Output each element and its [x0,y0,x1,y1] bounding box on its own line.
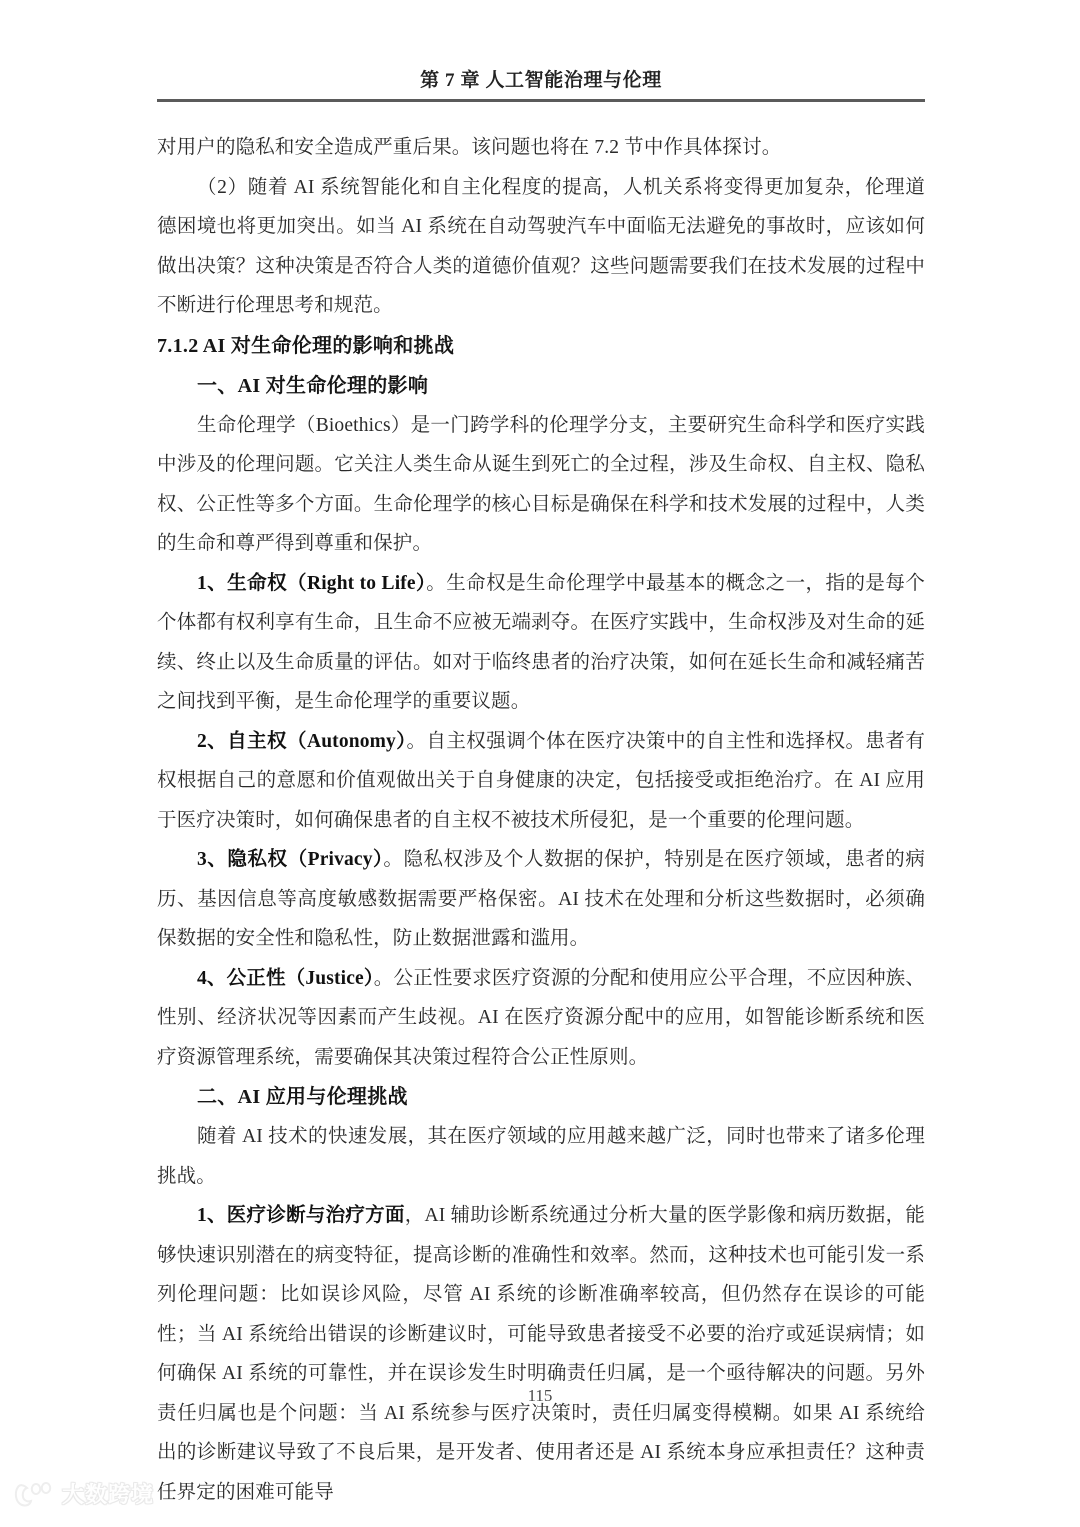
watermark [14,1482,154,1508]
text-autonomy: 。自主权强调个体在医疗决策中的自主性和选择权。患者有权根据自己的意愿和价值观做出关于自身健康的决定，包括接受或拒绝治疗。在 AI 应用于医疗决策时，如何确保患者的自主权不被技术所侵犯，是一个重要的伦理问题。 [157,730,925,831]
body-content [157,128,925,1512]
paragraph-right-to-life [157,564,925,722]
running-head-title: 第 7 章 人工智能治理与伦理 [420,70,662,91]
text-right-to-life: 。生命权是生命伦理学中最基本的概念之一，指的是每个个体都有权利享有生命，且生命不应被无端剥夺。在医疗实践中，生命权涉及对生命的延续、终止以及生命质量的评估。如对于临终患者的治疗决策，如何在延长生命和减轻痛苦之间找到平衡，是生命伦理学的重要议题。 [157,572,925,712]
lead-medical-diagnosis: 1、医疗诊断与治疗方面 [196,1205,405,1226]
paragraph-ai-applications: 随着 AI 技术的快速发展，其在医疗领域的应用越来越广泛，同时也带来了诸多伦理挑战。 [157,1126,925,1187]
text-justice: 。公正性要求医疗资源的分配和使用应公平合理，不应因种族、性别、经济状况等因素而产生歧视。AI 在医疗资源分配中的应用，如智能诊断系统和医疗资源管理系统，需要确保其决策过程符合公正性原则。 [157,967,925,1068]
paragraph-bioethics: 生命伦理学（Bioethics）是一门跨学科的伦理学分支，主要研究生命科学和医疗实践中涉及的伦理问题。它关注人类生命从诞生到死亡的全过程，涉及生命权、自主权、隐私权、公正性等多个方面。生命伦理学的核心目标是确保在科学和技术发展的过程中，人类的生命和尊严得到尊重和保护。 [157,414,925,554]
paragraph-privacy [157,840,925,959]
subheading-one: 一、AI 对生命伦理的影响 [197,374,429,397]
paragraph-autonomy [157,722,925,841]
running-head-block [157,68,925,102]
text-medical-diagnosis: ，AI 辅助诊断系统通过分析大量的医学影像和病历数据，能够快速识别潜在的病变特征，提高诊断的准确性和效率。然而，这种技术也可能引发一系列伦理问题：比如误诊风险，尽管 AI 系统的诊断准确率较高，但仍然存在误诊的可能性；当 AI 系统给出错误的诊断建议时，可能导致患者接受不必要的治疗或延误病情；如何确保 AI 系统的可靠性，并在误诊发生时明确责任归属，是一个亟待解决的问题。另外责任归属也是个问题：当 AI 系统参与医疗决策时，责任归属变得模糊。如果 AI 系统给出的诊断建议导致了不良后果，是开发者、使用者还是 AI 系统本身应承担责任？这种责任界定的困难可能导 [157,1205,925,1503]
lead-privacy: 3、隐私权（Privacy） [196,849,384,870]
paragraph-item-2: （2）随着 AI 系统智能化和自主化程度的提高，人机关系将变得更加复杂，伦理道德困境也将更加突出。如当 AI 系统在自动驾驶汽车中面临无法避免的事故时，应该如何做出决策？这种决策是否符合人类的道德价值观？这些问题需要我们在技术发展的过程中不断进行伦理思考和规范。 [157,176,925,316]
lead-autonomy: 2、自主权（Autonomy） [196,730,407,752]
page-number: 115 [527,1386,553,1405]
section-heading-7-1-2: 7.1.2 AI 对生命伦理的影响和挑战 [157,334,455,357]
lead-right-to-life: 1、生命权（Right to Life） [196,572,427,594]
watermark-text: 大数跨境 [62,1482,155,1507]
paragraph-medical-diagnosis [157,1196,925,1512]
paragraph-continued: 对用户的隐私和安全造成严重后果。该问题也将在 7.2 节中作具体探讨。 [157,137,782,158]
dashukuajing-logo-icon [14,1482,54,1508]
lead-justice: 4、公正性（Justice） [196,967,374,989]
subheading-two: 二、AI 应用与伦理挑战 [197,1086,408,1108]
header-rule-divider [157,99,925,102]
paragraph-justice [157,959,925,1078]
text-privacy: 。隐私权涉及个人数据的保护，特别是在医疗领域，患者的病历、基因信息等高度敏感数据需要严格保密。AI 技术在处理和分析这些数据时，必须确保数据的安全性和隐私性，防止数据泄露和滥用。 [157,849,925,949]
